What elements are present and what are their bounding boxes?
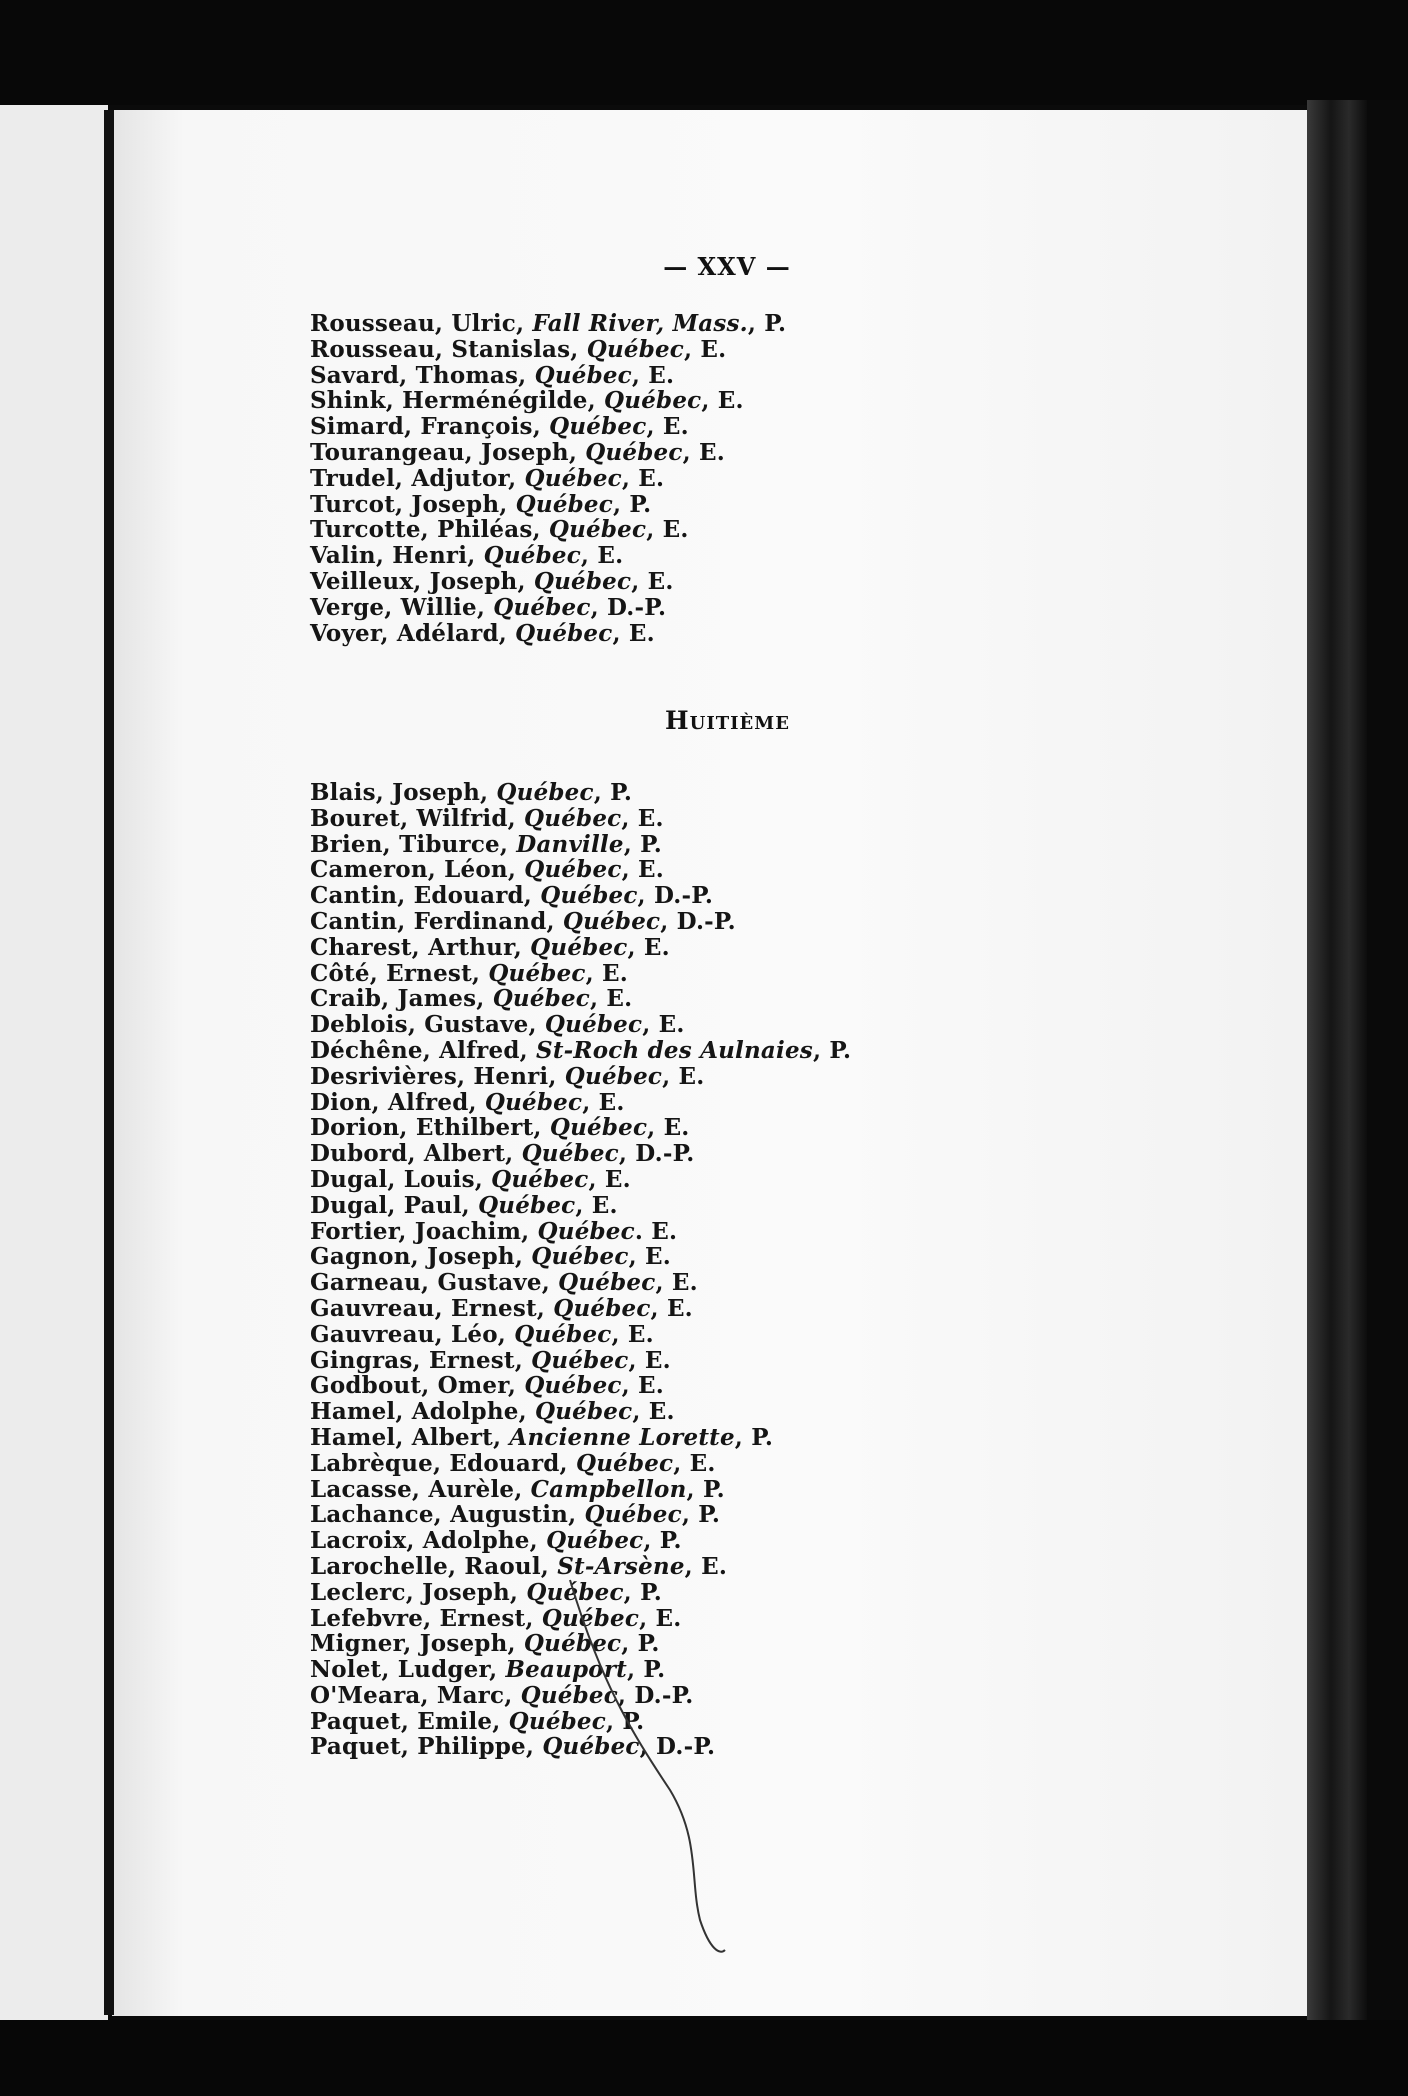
entry-name: Hamel, Adolphe, xyxy=(310,1398,536,1426)
entry-name: Fortier, Joachim, xyxy=(310,1217,538,1245)
entry-status: , P. xyxy=(605,1707,645,1735)
entry-status: , E. xyxy=(650,1294,693,1322)
list-entry xyxy=(310,1451,851,1477)
scan-bottom-border xyxy=(0,2020,1408,2096)
entry-place: Québec xyxy=(508,1707,606,1735)
entry-place: Québec xyxy=(496,779,594,806)
entry-status: , E. xyxy=(684,1552,728,1580)
list-entry xyxy=(310,1193,851,1219)
entry-name: O'Meara, Marc, xyxy=(310,1681,521,1709)
list-entry xyxy=(310,569,786,595)
entry-status: , E. xyxy=(632,1398,675,1426)
list-entry xyxy=(310,543,786,569)
entry-name: Paquet, Emile, xyxy=(310,1707,509,1735)
entry-place: Québec xyxy=(521,1140,619,1168)
entry-name: Desrivières, Henri, xyxy=(310,1062,565,1090)
entry-name: Bouret, Wilfrid, xyxy=(310,804,525,832)
entry-place: Québec xyxy=(530,933,628,961)
list-entry xyxy=(310,1502,851,1528)
list-entry xyxy=(310,986,851,1012)
list-entry xyxy=(310,961,851,987)
entry-name: Turcot, Joseph, xyxy=(310,490,516,518)
entry-name: Paquet, Philippe, xyxy=(310,1733,543,1761)
entry-status: , E. xyxy=(655,1269,698,1297)
entry-place: Québec xyxy=(575,1449,674,1477)
list-entry xyxy=(310,621,786,647)
entry-status: , E. xyxy=(611,1320,654,1348)
entry-name: Tourangeau, Joseph, xyxy=(310,438,586,466)
list-entry xyxy=(310,466,786,492)
entry-name: Verge, Willie, xyxy=(310,593,494,621)
entry-name: Voyer, Adélard, xyxy=(310,619,516,647)
entry-place: Québec xyxy=(542,1733,640,1761)
entry-status: , E. xyxy=(684,335,727,363)
entry-status: , D.-P. xyxy=(617,1681,694,1709)
entry-place: Québec xyxy=(524,804,622,832)
entry-place: Québec xyxy=(478,1191,576,1219)
entry-place: Québec xyxy=(491,1165,589,1193)
entry-place: Québec xyxy=(544,1011,643,1039)
list-entry xyxy=(310,780,851,806)
entry-status: , P. xyxy=(612,490,652,518)
entry-status: , E. xyxy=(639,1604,682,1632)
entry-name: Cameron, Léon, xyxy=(310,856,525,884)
list-entry xyxy=(310,935,851,961)
entry-status: , E. xyxy=(647,1114,690,1142)
entry-name: Labrèque, Edouard, xyxy=(310,1449,576,1477)
entry-status: , P. xyxy=(627,1656,666,1684)
entry-place: St-Roch des Aulnaies xyxy=(536,1036,813,1064)
entry-status: , E. xyxy=(627,933,670,961)
entry-place: Fall River, Mass. xyxy=(532,310,748,337)
entry-name: Trudel, Adjutor, xyxy=(310,464,525,492)
entry-place: Québec xyxy=(585,438,683,466)
entry-status: , E. xyxy=(612,619,655,647)
entry-status: , D.-P. xyxy=(660,907,736,935)
entry-place: Québec xyxy=(526,1578,624,1606)
entry-status: . E. xyxy=(634,1217,678,1245)
entry-name: Nolet, Ludger, xyxy=(310,1656,506,1684)
facing-page-edge xyxy=(0,105,108,2020)
entry-place: Québec xyxy=(564,1062,663,1090)
entry-name: Veilleux, Joseph, xyxy=(310,567,534,595)
entry-status: , P. xyxy=(734,1423,774,1451)
entry-place: Québec xyxy=(549,413,647,441)
list-entry xyxy=(310,388,786,414)
list-entry xyxy=(310,857,851,883)
entry-status: , D.-P. xyxy=(637,882,714,910)
entry-name: Cantin, Ferdinand, xyxy=(310,907,563,935)
entry-status: , P. xyxy=(593,779,633,806)
entry-name: Charest, Arthur, xyxy=(310,933,531,961)
entry-place: Québec xyxy=(483,542,581,570)
entry-place: Québec xyxy=(548,516,647,544)
entry-name: Garneau, Gustave, xyxy=(310,1269,559,1297)
entry-place: Beauport xyxy=(505,1656,627,1684)
entry-place: Québec xyxy=(493,593,591,621)
list-entry xyxy=(310,909,851,935)
entry-status: , E. xyxy=(621,856,664,884)
entry-name: Gauvreau, Léo, xyxy=(310,1320,515,1348)
entry-status: , E. xyxy=(628,1346,671,1374)
entry-status: , E. xyxy=(621,464,665,492)
entry-place: Québec xyxy=(535,1398,633,1426)
list-entry xyxy=(310,883,851,909)
list-entry xyxy=(310,1012,851,1038)
entry-name: Dubord, Albert, xyxy=(310,1140,522,1168)
entry-status: , D.-P. xyxy=(639,1733,716,1761)
entry-place: Québec xyxy=(515,490,613,518)
entry-place: Québec xyxy=(537,1217,635,1245)
entry-status: , E. xyxy=(646,413,689,441)
list-entry xyxy=(310,1348,851,1374)
entry-name: Migner, Joseph, xyxy=(310,1630,524,1658)
list-entry xyxy=(310,1141,851,1167)
list-entry xyxy=(310,1528,851,1554)
list-entry xyxy=(310,1115,851,1141)
list-entry xyxy=(310,1477,851,1503)
entry-place: Québec xyxy=(553,1294,651,1322)
entry-name: Gagnon, Joseph, xyxy=(310,1243,532,1271)
list-entry xyxy=(310,1296,851,1322)
entry-place: Québec xyxy=(524,856,622,884)
entry-place: Québec xyxy=(604,387,702,415)
entry-status: , E. xyxy=(588,1165,631,1193)
list-entry xyxy=(310,492,786,518)
entry-status: , E. xyxy=(582,1088,625,1116)
list-entry xyxy=(310,1244,851,1270)
entry-status: , D.-P. xyxy=(618,1140,695,1168)
entry-place: Québec xyxy=(541,1604,640,1632)
entry-place: Québec xyxy=(540,882,638,910)
entry-name: Blais, Joseph, xyxy=(310,779,497,806)
book-gutter xyxy=(104,110,114,2015)
entry-name: Côté, Ernest, xyxy=(310,959,489,987)
entry-name: Cantin, Edouard, xyxy=(310,882,541,910)
list-entry xyxy=(310,440,786,466)
entry-name: Gingras, Ernest, xyxy=(310,1346,532,1374)
entry-place: Québec xyxy=(558,1269,656,1297)
entry-status: , P. xyxy=(623,1578,662,1606)
entry-place: Québec xyxy=(531,1243,629,1271)
list-entry xyxy=(310,1322,851,1348)
entry-status: , P. xyxy=(623,830,662,858)
list-entry xyxy=(310,1167,851,1193)
list-entry xyxy=(310,1270,851,1296)
list-entry xyxy=(310,832,851,858)
entry-name: Dorion, Ethilbert, xyxy=(310,1114,550,1142)
section-heading: Huitième xyxy=(665,706,790,735)
entry-name: Lachance, Augustin, xyxy=(310,1501,585,1529)
entry-place: Québec xyxy=(484,1088,583,1116)
entry-name: Rousseau, Stanislas, xyxy=(310,335,587,363)
list-entry xyxy=(310,311,786,337)
entry-name: Dugal, Louis, xyxy=(310,1165,492,1193)
entry-name: Lacasse, Aurèle, xyxy=(310,1475,531,1503)
entry-place: Ancienne Lorette xyxy=(509,1423,735,1451)
entry-place: Québec xyxy=(533,567,632,595)
entry-status: , E. xyxy=(642,1011,685,1039)
entry-name: Déchêne, Alfred, xyxy=(310,1036,537,1064)
entry-name: Craib, James, xyxy=(310,985,493,1013)
entry-place: Québec xyxy=(514,1320,612,1348)
entry-name: Hamel, Albert, xyxy=(310,1423,510,1451)
entry-status: , E. xyxy=(621,804,664,832)
entry-status: , E. xyxy=(631,567,674,595)
entry-status: , E. xyxy=(590,985,633,1013)
entry-place: Québec xyxy=(520,1681,618,1709)
entry-status: , P. xyxy=(621,1630,660,1658)
entry-name: Lefebvre, Ernest, xyxy=(310,1604,542,1632)
pen-mark xyxy=(560,1560,740,1980)
entry-place: Québec xyxy=(531,1346,629,1374)
page-number: — XXV — xyxy=(663,252,791,281)
list-entry xyxy=(310,337,786,363)
entry-place: Campbellon xyxy=(530,1475,687,1503)
entry-status: , E. xyxy=(682,438,725,466)
entry-status: , E. xyxy=(662,1062,705,1090)
entry-name: Deblois, Gustave, xyxy=(310,1011,545,1039)
entry-status: , P. xyxy=(686,1475,725,1503)
entry-name: Larochelle, Raoul, xyxy=(310,1552,558,1580)
entry-status: , E. xyxy=(585,959,628,987)
entry-place: Québec xyxy=(584,1501,682,1529)
entry-status: , E. xyxy=(631,361,675,389)
list-entry xyxy=(310,806,851,832)
entry-place: Québec xyxy=(524,1372,622,1400)
scan-top-border xyxy=(0,0,1408,105)
list-entry xyxy=(310,1373,851,1399)
list-entry xyxy=(310,1090,851,1116)
entry-place: Québec xyxy=(488,959,586,987)
entry-status: , P. xyxy=(812,1036,852,1064)
list-entry xyxy=(310,414,786,440)
entry-status: , E. xyxy=(673,1449,716,1477)
list-entry xyxy=(310,595,786,621)
entry-name: Brien, Tiburce, xyxy=(310,830,517,858)
scan-right-border xyxy=(1367,100,1408,2020)
entry-place: Québec xyxy=(546,1527,644,1555)
entry-place: Québec xyxy=(492,985,590,1013)
entry-place: Québec xyxy=(524,464,622,492)
entry-status: , P. xyxy=(643,1527,682,1555)
entry-name: Godbout, Omer, xyxy=(310,1372,525,1400)
entry-place: Québec xyxy=(549,1114,648,1142)
entry-status: , E. xyxy=(621,1372,664,1400)
entry-status: , P. xyxy=(681,1501,721,1529)
entry-name: Gauvreau, Ernest, xyxy=(310,1294,554,1322)
entry-status: , E. xyxy=(628,1243,671,1271)
entry-place: Québec xyxy=(515,619,613,647)
list-entry xyxy=(310,517,786,543)
entry-place: Québec xyxy=(586,335,685,363)
entry-name: Leclerc, Joseph, xyxy=(310,1578,527,1606)
entry-place: Québec xyxy=(534,361,632,389)
entry-status: , E. xyxy=(701,387,744,415)
entry-place: Québec xyxy=(523,1630,622,1658)
student-list-top xyxy=(310,311,786,646)
entry-name: Lacroix, Adolphe, xyxy=(310,1527,547,1555)
entry-place: Québec xyxy=(562,907,661,935)
list-entry xyxy=(310,1425,851,1451)
entry-status: , E. xyxy=(580,542,624,570)
list-entry xyxy=(310,1038,851,1064)
entry-name: Turcotte, Philéas, xyxy=(310,516,549,544)
entry-status: , P. xyxy=(747,310,787,337)
list-entry xyxy=(310,363,786,389)
entry-name: Dugal, Paul, xyxy=(310,1191,479,1219)
page-stack-edge xyxy=(1307,100,1367,2020)
entry-place: Danville xyxy=(516,830,624,858)
entry-name: Savard, Thomas, xyxy=(310,361,535,389)
entry-name: Dion, Alfred, xyxy=(310,1088,485,1116)
entry-name: Shink, Herménégilde, xyxy=(310,387,605,415)
entry-status: , E. xyxy=(646,516,689,544)
entry-status: , E. xyxy=(575,1191,618,1219)
entry-name: Simard, François, xyxy=(310,413,550,441)
list-entry xyxy=(310,1399,851,1425)
list-entry xyxy=(310,1219,851,1245)
list-entry xyxy=(310,1064,851,1090)
entry-name: Valin, Henri, xyxy=(310,542,484,570)
entry-status: , D.-P. xyxy=(590,593,667,621)
entry-place: St-Arsène xyxy=(557,1552,685,1580)
entry-name: Rousseau, Ulric, xyxy=(310,310,533,337)
